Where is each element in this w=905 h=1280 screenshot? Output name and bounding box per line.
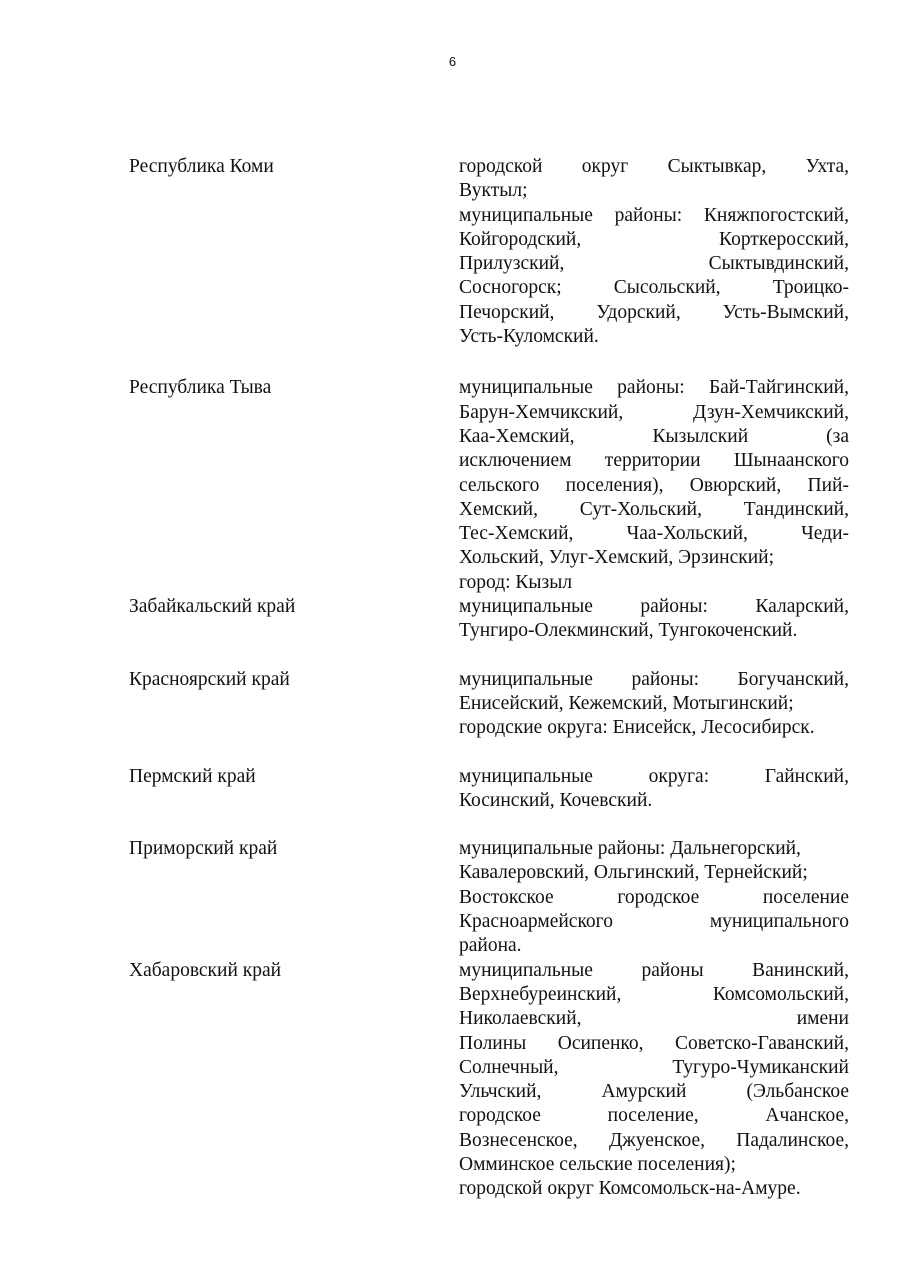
region-name: Республика Тыва	[129, 377, 272, 399]
area-line: Востокское городское поселение	[459, 886, 849, 908]
region-entry-khabarovsky	[129, 959, 849, 1202]
area-line: Красноармейского муниципального	[459, 911, 849, 933]
area-line: Кавалеровский, Ольгинский, Тернейский;	[459, 862, 808, 884]
area-line: Хемский, Сут-Хольский, Тандинский,	[459, 498, 849, 520]
area-line: городское поселение, Ачанское,	[459, 1105, 849, 1127]
area-line: муниципальные районы: Княжпогостский,	[459, 204, 849, 226]
area-line: исключением территории Шынаанского	[459, 450, 849, 472]
region-entry-zabaikalsky	[129, 595, 849, 644]
area-line: муниципальные районы: Богучанский,	[459, 668, 849, 690]
area-line: Сосногорск; Сысольский, Троицко-	[459, 277, 849, 299]
area-line: Тес-Хемский, Чаа-Хольский, Чеди-	[459, 523, 849, 545]
area-line: Каа-Хемский, Кызылский (за	[459, 425, 849, 447]
area-line: муниципальные районы: Бай-Тайгинский,	[459, 377, 849, 399]
area-line: Койгородский, Корткеросский,	[459, 228, 849, 250]
area-line: муниципальные районы Ванинский,	[459, 959, 849, 981]
region-entry-tyva	[129, 376, 849, 595]
area-line: Солнечный, Тугуро-Чумиканский	[459, 1056, 849, 1078]
region-areas	[459, 595, 849, 644]
page-number: 6	[448, 54, 457, 69]
area-line: Печорский, Удорский, Усть-Вымский,	[459, 301, 849, 323]
region-entry-primorsky	[129, 837, 849, 958]
region-name: Пермский край	[129, 765, 256, 787]
area-line: городские округа: Енисейск, Лесосибирск.	[459, 717, 815, 739]
area-line: Тунгиро-Олекминский, Тунгокоченский.	[459, 620, 798, 642]
region-entry-krasnoyarsky	[129, 668, 849, 741]
area-line: Верхнебуреинский, Комсомольский,	[459, 983, 849, 1005]
region-entry-permsky	[129, 765, 849, 814]
region-areas	[459, 668, 849, 741]
area-line: Усть-Куломский.	[459, 326, 599, 348]
area-line: городской округ Сыктывкар, Ухта,	[459, 156, 849, 177]
region-areas	[459, 959, 849, 1202]
area-line: Енисейский, Кежемский, Мотыгинский;	[459, 692, 794, 714]
region-entry-komi	[129, 155, 849, 349]
area-line: Барун-Хемчикский, Дзун-Хемчикский,	[459, 401, 849, 423]
region-areas	[459, 837, 849, 958]
area-line: город: Кызыл	[459, 571, 573, 593]
area-line: района.	[459, 935, 522, 957]
area-line: Вуктыл;	[459, 180, 528, 202]
area-line: Николаевский, имени	[459, 1008, 849, 1030]
area-line: городской округ Комсомольск-на-Амуре.	[459, 1178, 801, 1200]
area-line: муниципальные округа: Гайнский,	[459, 765, 849, 787]
region-name: Приморский край	[129, 838, 278, 860]
region-areas	[459, 376, 849, 595]
area-line: Прилузский, Сыктывдинский,	[459, 253, 849, 275]
area-line: Косинский, Кочевский.	[459, 789, 653, 811]
area-line: Ульчский, Амурский (Эльбанское	[459, 1081, 849, 1103]
region-name: Республика Коми	[129, 156, 274, 177]
region-name: Забайкальский край	[129, 596, 296, 618]
area-line: Вознесенское, Джуенское, Падалинское,	[459, 1129, 849, 1151]
area-line: муниципальные районы: Каларский,	[459, 596, 849, 618]
area-line: Полины Осипенко, Советско-Гаванский,	[459, 1032, 849, 1054]
area-line: Омминское сельские поселения);	[459, 1153, 736, 1175]
region-areas	[459, 155, 849, 349]
regions-list	[129, 155, 849, 1202]
area-line: сельского поселения), Овюрский, Пий-	[459, 474, 849, 496]
region-name: Красноярский край	[129, 668, 290, 690]
region-name: Хабаровский край	[129, 959, 282, 981]
area-line: Хольский, Улуг-Хемский, Эрзинский;	[459, 547, 774, 569]
area-line: муниципальные районы: Дальнегорский,	[459, 838, 801, 860]
region-areas	[459, 765, 849, 814]
